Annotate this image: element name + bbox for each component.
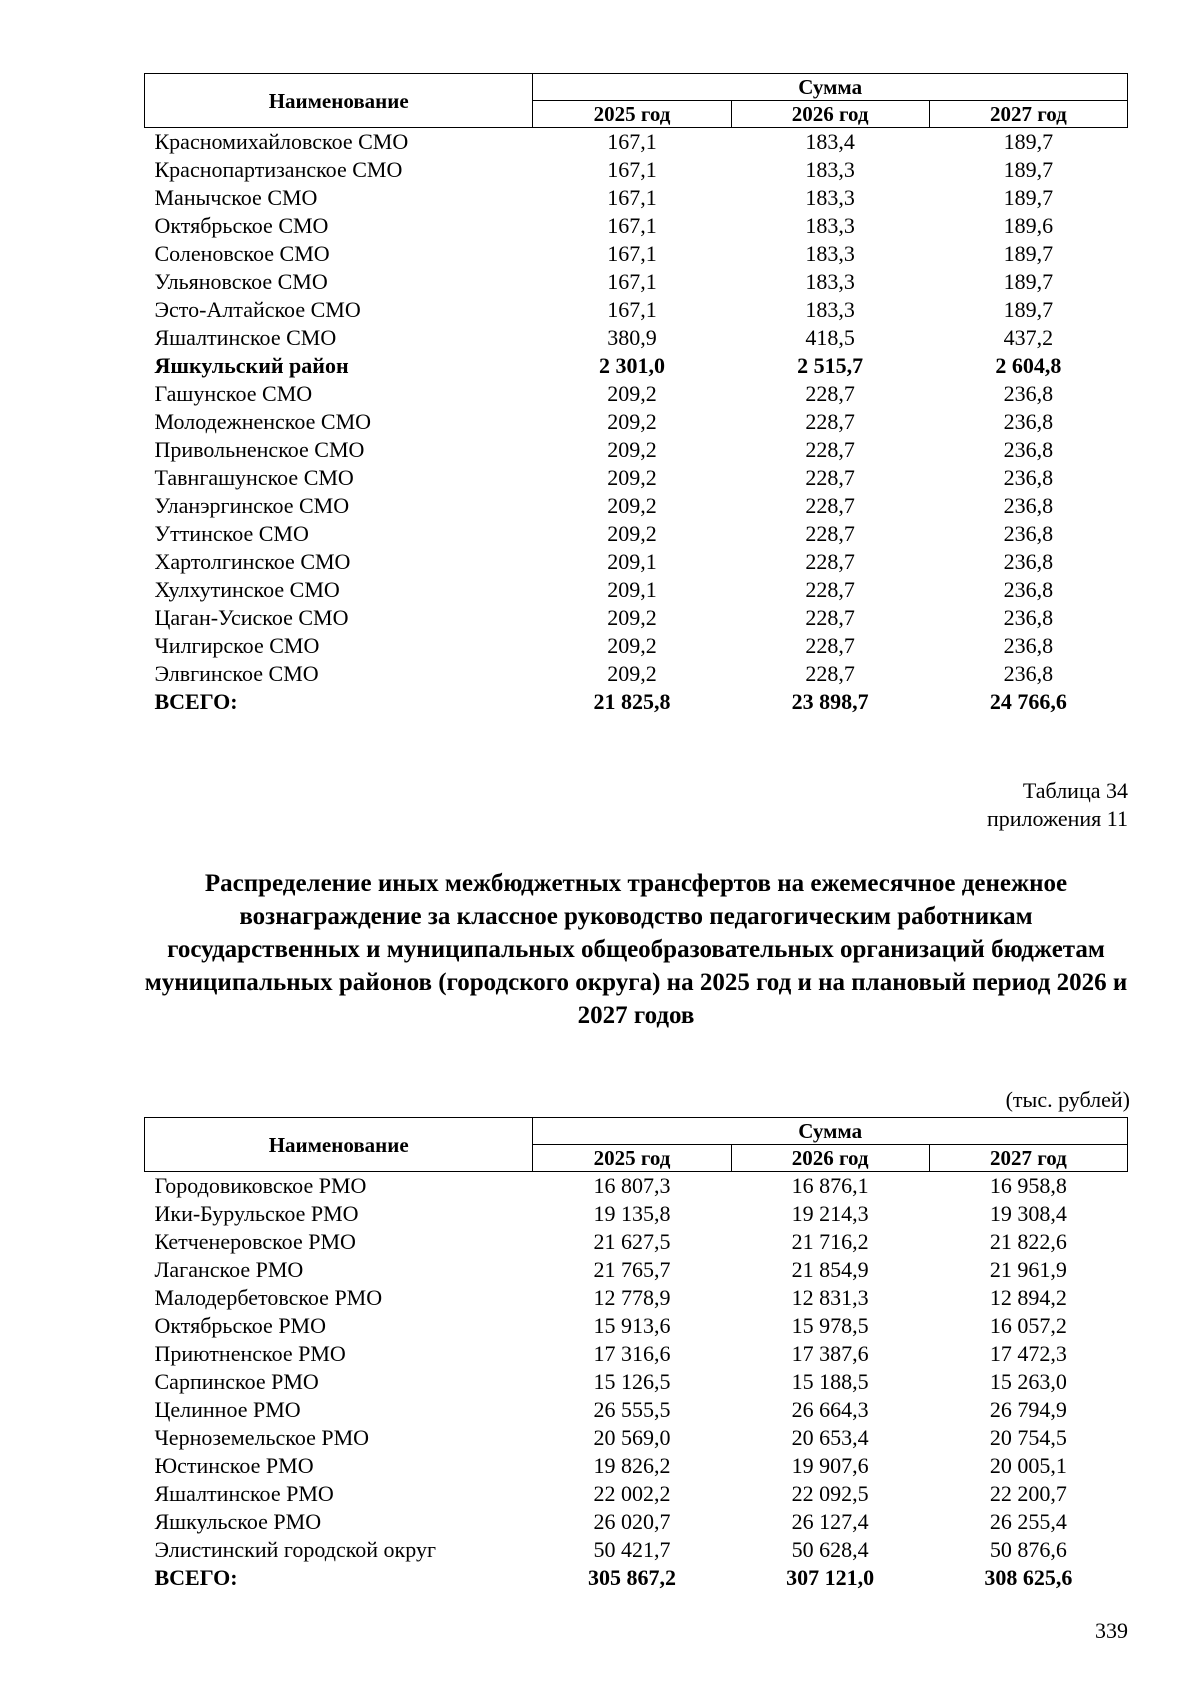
table-row <box>145 436 1128 464</box>
row-value-2025: 21 627,5 <box>593 1229 671 1254</box>
table-row <box>145 128 1128 157</box>
row-value-2025: 16 807,3 <box>593 1173 671 1198</box>
row-name: Привольненское СМО <box>154 437 365 462</box>
row-name: ВСЕГО: <box>154 689 238 714</box>
row-value-2025: 209,2 <box>607 521 657 546</box>
table-row <box>145 1256 1128 1284</box>
row-value-2026: 307 121,0 <box>786 1565 875 1590</box>
row-value-2025: 209,2 <box>607 381 657 406</box>
row-value-2025: 167,1 <box>607 241 657 266</box>
row-name: Октябрьское РМО <box>154 1313 327 1338</box>
row-value-2025: 167,1 <box>607 129 657 154</box>
row-value-2025: 21 825,8 <box>593 689 671 714</box>
table-bottom-body <box>145 1172 1128 1593</box>
row-name: Гашунское СМО <box>154 381 313 406</box>
row-name: Эсто-Алтайское СМО <box>154 297 361 322</box>
row-value-2026: 228,7 <box>805 521 855 546</box>
table-caption-number: Таблица 34 <box>1022 778 1128 803</box>
row-value-2025: 380,9 <box>607 325 657 350</box>
row-value-2027: 50 876,6 <box>989 1537 1067 1562</box>
row-value-2027: 189,6 <box>1003 213 1054 238</box>
header-name: Наименование <box>145 74 533 128</box>
row-value-2025: 12 778,9 <box>593 1285 671 1310</box>
row-value-2027: 19 308,4 <box>989 1201 1067 1226</box>
header-year-2026: 2026 год <box>731 1145 929 1172</box>
row-value-2027: 189,7 <box>1003 185 1054 210</box>
row-value-2026: 183,3 <box>805 297 855 322</box>
row-value-2025: 209,2 <box>607 465 657 490</box>
table-row <box>145 464 1128 492</box>
row-value-2026: 228,7 <box>805 409 855 434</box>
row-value-2027: 437,2 <box>1003 325 1054 350</box>
table-row <box>145 240 1128 268</box>
row-name: Уттинское СМО <box>154 521 309 546</box>
table-row <box>145 1480 1128 1508</box>
row-value-2025: 209,2 <box>607 605 657 630</box>
row-value-2027: 189,7 <box>1003 157 1054 182</box>
row-value-2025: 20 569,0 <box>593 1425 671 1450</box>
row-name: Элвгинское СМО <box>154 661 319 686</box>
row-value-2027: 16 057,2 <box>989 1313 1067 1338</box>
table-caption-appendix: приложения 11 <box>986 806 1128 831</box>
table-row <box>145 1284 1128 1312</box>
row-value-2025: 15 913,6 <box>593 1313 671 1338</box>
row-name: Краснопартизанское СМО <box>154 157 403 182</box>
row-value-2027: 22 200,7 <box>989 1481 1067 1506</box>
row-value-2026: 183,3 <box>805 241 855 266</box>
row-value-2027: 236,8 <box>1003 661 1054 686</box>
row-value-2027: 236,8 <box>1003 465 1054 490</box>
row-value-2027: 189,7 <box>1003 297 1054 322</box>
row-name: Городовиковское РМО <box>154 1173 367 1198</box>
row-name: Уланэргинское СМО <box>154 493 350 518</box>
row-value-2025: 167,1 <box>607 297 657 322</box>
unit-label: (тыс. рублей) <box>1005 1087 1130 1112</box>
row-value-2026: 183,3 <box>805 185 855 210</box>
header-year-2027: 2027 год <box>929 101 1127 128</box>
header-sum: Сумма <box>533 74 1128 101</box>
row-name: Тавнгашунское СМО <box>154 465 354 490</box>
row-name: Манычское СМО <box>154 185 318 210</box>
table-row <box>145 352 1128 380</box>
row-value-2027: 26 255,4 <box>989 1509 1067 1534</box>
row-value-2026: 228,7 <box>805 465 855 490</box>
row-name: Ики-Бурульское РМО <box>154 1201 359 1226</box>
header-sum: Сумма <box>533 1118 1128 1145</box>
header-name: Наименование <box>145 1118 533 1172</box>
table-row <box>145 324 1128 352</box>
table-row <box>145 296 1128 324</box>
table-row <box>145 632 1128 660</box>
table-top <box>144 73 1128 716</box>
row-value-2026: 12 831,3 <box>791 1285 869 1310</box>
row-name: Молодежненское СМО <box>154 409 372 434</box>
table-row <box>145 1200 1128 1228</box>
row-value-2027: 2 604,8 <box>995 353 1062 378</box>
row-value-2025: 209,2 <box>607 493 657 518</box>
table-row <box>145 1172 1128 1201</box>
row-value-2026: 183,3 <box>805 213 855 238</box>
row-value-2026: 15 978,5 <box>791 1313 869 1338</box>
table-row <box>145 1424 1128 1452</box>
row-value-2027: 236,8 <box>1003 381 1054 406</box>
row-value-2025: 167,1 <box>607 157 657 182</box>
row-value-2027: 24 766,6 <box>989 689 1067 714</box>
row-value-2027: 236,8 <box>1003 605 1054 630</box>
row-value-2025: 305 867,2 <box>587 1565 676 1590</box>
row-value-2026: 228,7 <box>805 493 855 518</box>
row-value-2027: 236,8 <box>1003 633 1054 658</box>
table-row <box>145 520 1128 548</box>
row-value-2027: 189,7 <box>1003 269 1054 294</box>
row-value-2025: 26 020,7 <box>593 1509 671 1534</box>
row-value-2027: 236,8 <box>1003 493 1054 518</box>
row-value-2027: 189,7 <box>1003 129 1054 154</box>
row-name: Приютненское РМО <box>154 1341 346 1366</box>
row-value-2027: 236,8 <box>1003 521 1054 546</box>
row-value-2027: 17 472,3 <box>989 1341 1067 1366</box>
row-value-2026: 228,7 <box>805 549 855 574</box>
row-value-2025: 209,2 <box>607 633 657 658</box>
row-name: Красномихайловское СМО <box>154 129 409 154</box>
table-row <box>145 1312 1128 1340</box>
row-value-2026: 228,7 <box>805 633 855 658</box>
row-value-2026: 228,7 <box>805 605 855 630</box>
row-value-2026: 183,3 <box>805 269 855 294</box>
table-row <box>145 548 1128 576</box>
table-row <box>145 492 1128 520</box>
table-row <box>145 1508 1128 1536</box>
row-name: Яшкульское РМО <box>154 1509 322 1534</box>
row-value-2025: 167,1 <box>607 213 657 238</box>
row-value-2026: 183,3 <box>805 157 855 182</box>
row-value-2025: 2 301,0 <box>598 353 665 378</box>
row-value-2026: 20 653,4 <box>791 1425 869 1450</box>
row-value-2026: 183,4 <box>805 129 855 154</box>
row-name: Лаганское РМО <box>154 1257 304 1282</box>
row-value-2025: 15 126,5 <box>593 1369 671 1394</box>
table-row <box>145 156 1128 184</box>
row-value-2026: 50 628,4 <box>791 1537 869 1562</box>
header-year-2025: 2025 год <box>533 101 731 128</box>
row-name: Элистинский городской округ <box>154 1537 436 1562</box>
row-value-2027: 236,8 <box>1003 409 1054 434</box>
row-name: Черноземельское РМО <box>154 1425 370 1450</box>
row-value-2027: 308 625,6 <box>984 1565 1073 1590</box>
row-value-2026: 418,5 <box>805 325 855 350</box>
row-value-2026: 228,7 <box>805 577 855 602</box>
row-name: Ульяновское СМО <box>154 269 328 294</box>
table-row <box>145 1452 1128 1480</box>
row-value-2027: 16 958,8 <box>989 1173 1067 1198</box>
header-year-2027: 2027 год <box>929 1145 1127 1172</box>
row-value-2026: 26 664,3 <box>791 1397 869 1422</box>
row-value-2027: 236,8 <box>1003 437 1054 462</box>
table-top-body <box>145 128 1128 717</box>
row-name: Целинное РМО <box>154 1397 301 1422</box>
table-row <box>145 1396 1128 1424</box>
row-name: Яшкульский район <box>154 353 349 378</box>
row-value-2025: 209,2 <box>607 437 657 462</box>
row-value-2026: 23 898,7 <box>791 689 869 714</box>
table-row <box>145 380 1128 408</box>
header-year-2026: 2026 год <box>731 101 929 128</box>
row-value-2027: 15 263,0 <box>989 1369 1067 1394</box>
table-row <box>145 604 1128 632</box>
row-value-2027: 26 794,9 <box>989 1397 1067 1422</box>
row-value-2025: 19 826,2 <box>593 1453 671 1478</box>
row-name: Хартолгинское СМО <box>154 549 351 574</box>
row-value-2026: 16 876,1 <box>791 1173 869 1198</box>
row-name: Сарпинское РМО <box>154 1369 319 1394</box>
table-row <box>145 1564 1128 1592</box>
row-name: ВСЕГО: <box>154 1565 238 1590</box>
table-row <box>145 268 1128 296</box>
row-value-2026: 17 387,6 <box>791 1341 869 1366</box>
row-name: Юстинское РМО <box>154 1453 314 1478</box>
table-bottom <box>144 1117 1128 1592</box>
row-value-2026: 21 716,2 <box>791 1229 869 1254</box>
row-value-2026: 22 092,5 <box>791 1481 869 1506</box>
row-value-2025: 17 316,6 <box>593 1341 671 1366</box>
row-value-2025: 21 765,7 <box>593 1257 671 1282</box>
table-row <box>145 212 1128 240</box>
row-value-2025: 26 555,5 <box>593 1397 671 1422</box>
row-name: Малодербетовское РМО <box>154 1285 383 1310</box>
page-number: 339 <box>1095 1618 1128 1643</box>
row-name: Цаган-Усиское СМО <box>154 605 349 630</box>
row-value-2025: 209,2 <box>607 409 657 434</box>
table-row <box>145 184 1128 212</box>
row-value-2025: 209,1 <box>607 577 657 602</box>
row-value-2025: 167,1 <box>607 269 657 294</box>
row-name: Соленовское СМО <box>154 241 330 266</box>
row-value-2027: 236,8 <box>1003 577 1054 602</box>
row-value-2025: 22 002,2 <box>593 1481 671 1506</box>
row-name: Яшалтинское РМО <box>154 1481 334 1506</box>
row-value-2026: 2 515,7 <box>797 353 864 378</box>
row-value-2027: 21 961,9 <box>989 1257 1067 1282</box>
row-value-2027: 189,7 <box>1003 241 1054 266</box>
row-value-2027: 20 005,1 <box>989 1453 1067 1478</box>
row-name: Октябрьское СМО <box>154 213 329 238</box>
row-value-2025: 209,2 <box>607 661 657 686</box>
row-value-2025: 50 421,7 <box>593 1537 671 1562</box>
row-value-2026: 15 188,5 <box>791 1369 869 1394</box>
row-value-2025: 19 135,8 <box>593 1201 671 1226</box>
table-row <box>145 1228 1128 1256</box>
table-row <box>145 1368 1128 1396</box>
row-name: Кетченеровское РМО <box>154 1229 356 1254</box>
table-row <box>145 408 1128 436</box>
row-value-2027: 21 822,6 <box>989 1229 1067 1254</box>
row-value-2026: 19 907,6 <box>791 1453 869 1478</box>
row-value-2026: 19 214,3 <box>791 1201 869 1226</box>
row-value-2027: 236,8 <box>1003 549 1054 574</box>
table-row <box>145 688 1128 716</box>
row-value-2027: 20 754,5 <box>989 1425 1067 1450</box>
row-value-2026: 228,7 <box>805 381 855 406</box>
row-name: Чилгирское СМО <box>154 633 320 658</box>
row-value-2027: 12 894,2 <box>989 1285 1067 1310</box>
row-name: Яшалтинское СМО <box>154 325 337 350</box>
row-name: Хулхутинское СМО <box>154 577 340 602</box>
row-value-2026: 228,7 <box>805 437 855 462</box>
table-row <box>145 1536 1128 1564</box>
row-value-2026: 21 854,9 <box>791 1257 869 1282</box>
row-value-2026: 26 127,4 <box>791 1509 869 1534</box>
row-value-2026: 228,7 <box>805 661 855 686</box>
table-row <box>145 576 1128 604</box>
table-row <box>145 660 1128 688</box>
header-year-2025: 2025 год <box>533 1145 731 1172</box>
table-row <box>145 1340 1128 1368</box>
row-value-2025: 167,1 <box>607 185 657 210</box>
document-title: Распределение иных межбюджетных трансфертов на ежемесячное денежное вознаграждение за классное руководство педагогическим работникам государственных и муниципальных общеобразовательных организаций бюджетам муниципальных районов (городского округа) на 2025 год и на плановый период 2026 и 2027 годов <box>144 870 1128 1029</box>
row-value-2025: 209,1 <box>607 549 657 574</box>
